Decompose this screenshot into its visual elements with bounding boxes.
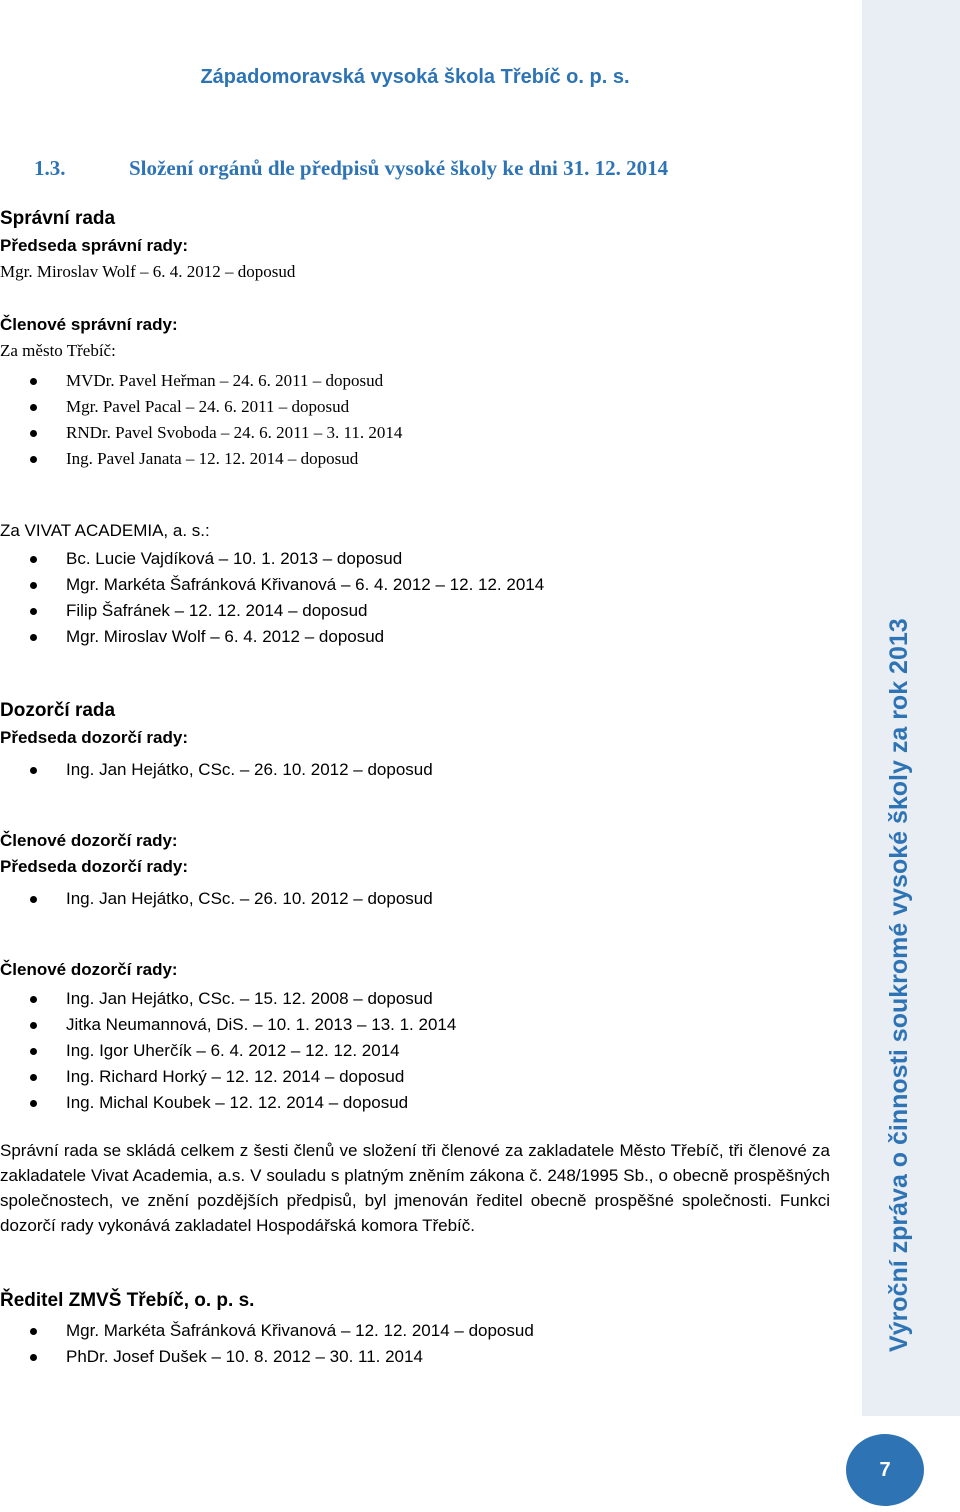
spravni-rada-heading: Správní rada bbox=[0, 208, 116, 229]
list-item: RNDr. Pavel Svoboda – 24. 6. 2011 – 3. 11. 2014 bbox=[0, 420, 830, 446]
dozorci-members-label-block-1 bbox=[0, 828, 830, 880]
dozorci-rada-heading: Dozorčí rada bbox=[0, 700, 116, 721]
dozorci-rada-members-label-2: Členové dozorčí rady: bbox=[0, 960, 178, 979]
dozorci-members-list bbox=[0, 986, 830, 1116]
dozorci-rada-members-label-1: Členové dozorčí rady: bbox=[0, 831, 178, 850]
list-item: Ing. Igor Uherčík – 6. 4. 2012 – 12. 12. 2014 bbox=[0, 1038, 830, 1064]
list-item: Mgr. Markéta Šafránková Křivanová – 6. 4. 2012 – 12. 12. 2014 bbox=[0, 572, 830, 598]
list-item: MVDr. Pavel Heřman – 24. 6. 2011 – doposud bbox=[0, 368, 830, 394]
dozorci-members-label-block-2 bbox=[0, 957, 830, 983]
list-item: Filip Šafránek – 12. 12. 2014 – doposud bbox=[0, 598, 830, 624]
list-item: Bc. Lucie Vajdíková – 10. 1. 2013 – doposud bbox=[0, 546, 830, 572]
school-header: Západomoravská vysoká škola Třebíč o. p. s. bbox=[200, 66, 630, 88]
list-item: Mgr. Miroslav Wolf – 6. 4. 2012 – doposud bbox=[0, 624, 830, 650]
list-item: Ing. Jan Hejátko, CSc. – 26. 10. 2012 – doposud bbox=[0, 757, 830, 783]
dozorci-chair-list-2 bbox=[0, 886, 830, 912]
dozorci-rada-block bbox=[0, 697, 830, 751]
list-item: Ing. Jan Hejátko, CSc. – 15. 12. 2008 – doposud bbox=[0, 986, 830, 1012]
section-title: Složení orgánů dle předpisů vysoké školy ke dni 31. 12. 2014 bbox=[129, 156, 669, 180]
list-item: Mgr. Markéta Šafránková Křivanová – 12. 12. 2014 – doposud bbox=[0, 1318, 830, 1344]
reditel-heading: Ředitel ZMVŠ Třebíč, o. p. s. bbox=[0, 1290, 255, 1311]
spravni-rada-members-block bbox=[0, 312, 830, 364]
list-item: Ing. Michal Koubek – 12. 12. 2014 – doposud bbox=[0, 1090, 830, 1116]
list-item: Ing. Jan Hejátko, CSc. – 26. 10. 2012 – doposud bbox=[0, 886, 830, 912]
city-members-list bbox=[0, 368, 830, 472]
city-label: Za město Třebíč: bbox=[0, 341, 116, 360]
list-item: Jitka Neumannová, DiS. – 10. 1. 2013 – 13. 1. 2014 bbox=[0, 1012, 830, 1038]
summary-paragraph: Správní rada se skládá celkem z šesti členů ve složení tři členové za zakladatele Město Třebíč, tři členové za zakladatele Vivat Academia, a.s. V souladu s platným zněním zákona č. 248/1995 Sb., o obecně prospěšných společnostech, ve znění pozdějších předpisů, byl jmenován ředitel obecně prospěšné společnosti. Funkci dozorčí rady vykonává zakladatel Hospodářská komora Třebíč. bbox=[0, 1141, 830, 1235]
vivat-members-list bbox=[0, 546, 830, 650]
spravni-rada-block bbox=[0, 205, 830, 285]
page-number-badge: 7 bbox=[846, 1434, 924, 1506]
sidebar-title: Výroční zpráva o činnosti soukromé vysoké školy za rok 2013 bbox=[885, 618, 913, 1352]
list-item: Mgr. Pavel Pacal – 24. 6. 2011 – doposud bbox=[0, 394, 830, 420]
section-number: 1.3. bbox=[34, 156, 66, 180]
dozorci-rada-chair-label-2: Předseda dozorčí rady: bbox=[0, 857, 189, 876]
vivat-label: Za VIVAT ACADEMIA, a. s.: bbox=[0, 521, 210, 540]
dozorci-rada-chair-label-1: Předseda dozorčí rady: bbox=[0, 728, 189, 747]
spravni-rada-chair: Mgr. Miroslav Wolf – 6. 4. 2012 – doposud bbox=[0, 262, 296, 281]
spravni-rada-members-label: Členové správní rady: bbox=[0, 315, 178, 334]
vivat-label-block bbox=[0, 518, 830, 544]
spravni-rada-chair-label: Předseda správní rady: bbox=[0, 236, 189, 255]
reditel-block bbox=[0, 1287, 830, 1315]
section-heading bbox=[34, 156, 668, 181]
dozorci-chair-list-1 bbox=[0, 757, 830, 783]
reditel-list bbox=[0, 1318, 830, 1370]
list-item: Ing. Richard Horký – 12. 12. 2014 – doposud bbox=[0, 1064, 830, 1090]
list-item: PhDr. Josef Dušek – 10. 8. 2012 – 30. 11. 2014 bbox=[0, 1344, 830, 1370]
list-item: Ing. Pavel Janata – 12. 12. 2014 – doposud bbox=[0, 446, 830, 472]
